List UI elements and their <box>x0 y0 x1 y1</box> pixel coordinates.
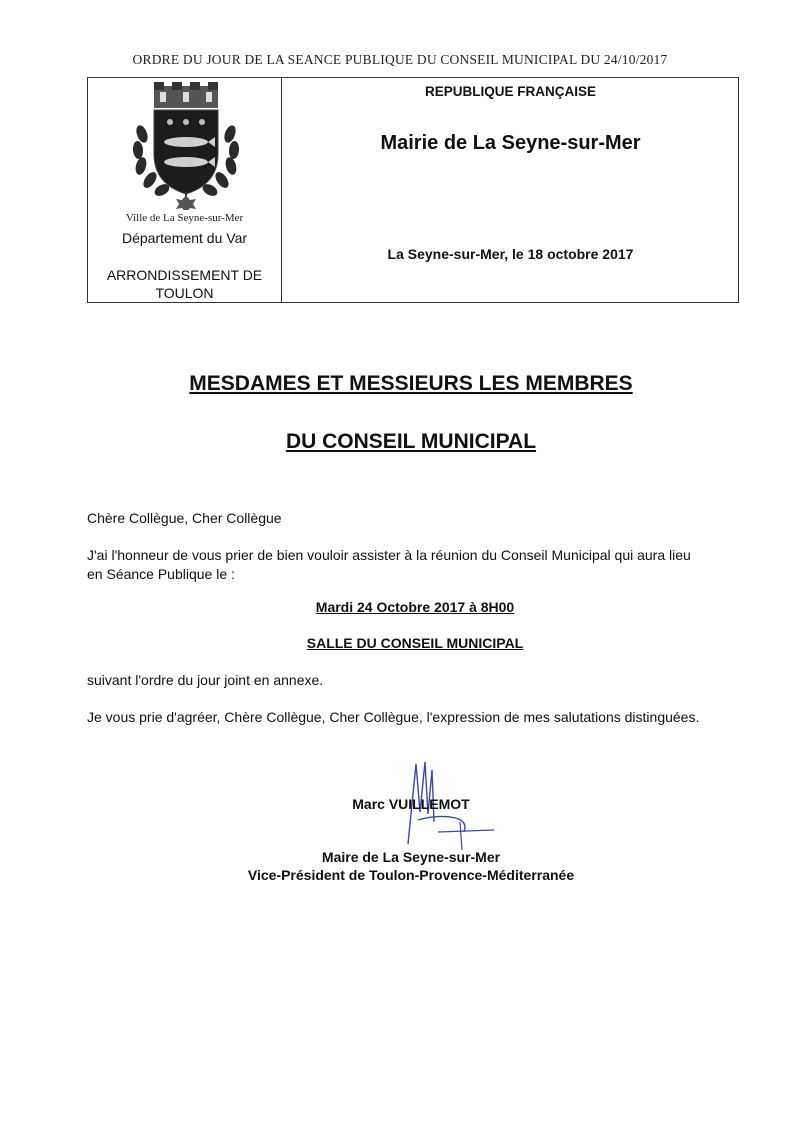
mairie-title: Mairie de La Seyne-sur-Mer <box>380 132 641 154</box>
invitation-paragraph <box>87 546 747 584</box>
city-crest-logo <box>128 82 244 210</box>
meeting-date: Mardi 24 Octobre 2017 à 8H00 <box>315 599 515 615</box>
republic-label: REPUBLIQUE FRANÇAISE <box>424 84 596 99</box>
salutation: Chère Collègue, Cher Collègue <box>87 510 282 526</box>
letter-date: La Seyne-sur-Mer, le 18 octobre 2017 <box>387 246 634 262</box>
department-label: Département du Var <box>121 230 248 246</box>
addressee-line2: DU CONSEIL MUNICIPAL <box>285 430 537 453</box>
invitation-line2: en Séance Publique le : <box>87 566 235 582</box>
agenda-note: suivant l'ordre du jour joint en annexe. <box>87 672 324 688</box>
signatory-title2: Vice-Président de Toulon-Provence-Méditerranée <box>247 867 575 883</box>
signatory-name: Marc VUILLEMOT <box>352 796 470 812</box>
arrondissement-label <box>88 266 281 302</box>
crest-caption: Ville de La Seyne-sur-Mer <box>125 212 244 224</box>
letterhead-divider <box>281 77 282 303</box>
closing-formula: Je vous prie d'agréer, Chère Collègue, Cher Collègue, l'expression de mes salutations distinguées. <box>87 709 700 725</box>
invitation-line1: J'ai l'honneur de vous prier de bien vouloir assister à la réunion du Conseil Municipal qui aura lieu <box>87 547 691 563</box>
addressee-line1: MESDAMES ET MESSIEURS LES MEMBRES <box>189 372 633 395</box>
meeting-place: SALLE DU CONSEIL MUNICIPAL <box>306 635 524 651</box>
document-top-title: ORDRE DU JOUR DE LA SEANCE PUBLIQUE DU CONSEIL MUNICIPAL DU 24/10/2017 <box>132 52 668 67</box>
arrondissement-line2: TOULON <box>155 285 214 301</box>
arrondissement-line1: ARRONDISSEMENT DE <box>106 267 263 283</box>
signatory-title1: Maire de La Seyne-sur-Mer <box>321 849 501 865</box>
